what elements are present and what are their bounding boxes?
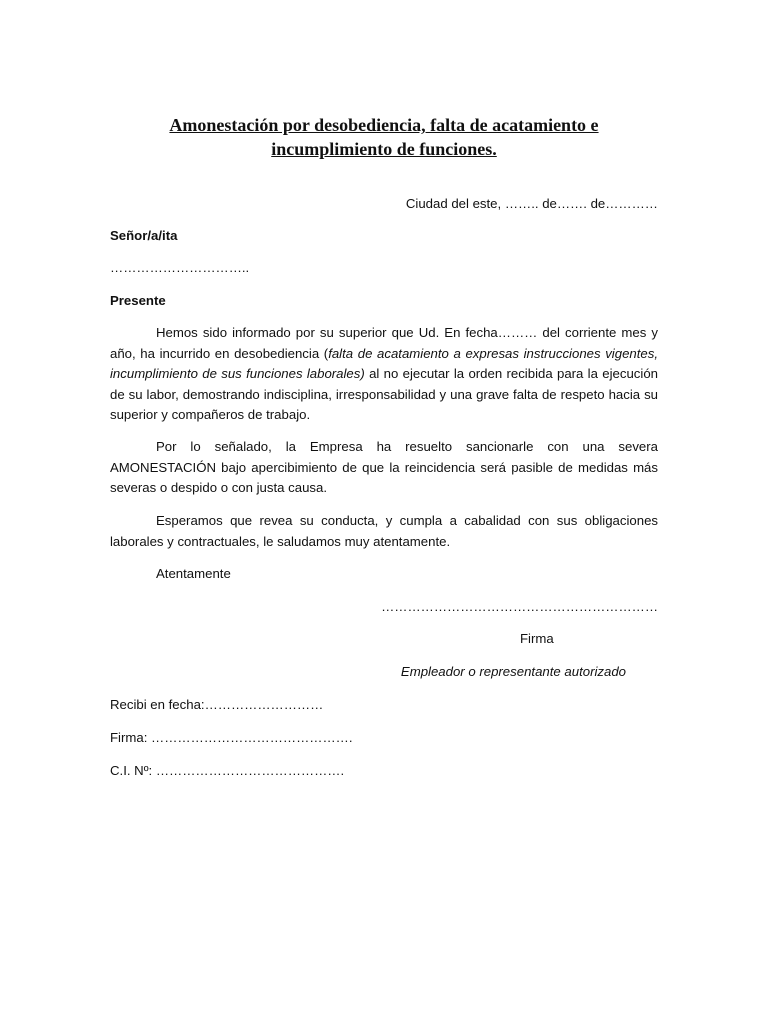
paragraph-3: Esperamos que revea su conducta, y cumpla a cabalidad con sus obligaciones laborales y contractuales, le saludamos muy atentamente. xyxy=(110,513,658,549)
paragraph-1-text-a: Hemos sido informado por su superior que Ud. En fecha……… del corriente mes y año, ha incurrido en desobediencia ( xyxy=(110,325,658,361)
signature-label: Firma xyxy=(520,631,554,646)
paragraph-1-text-b: al no ejecutar la orden recibida para la ejecución de su labor, demostrando indisciplina, irresponsabilidad y una grave falta de respeto hacia su superior y compañeros de trabajo. xyxy=(110,366,658,423)
paragraph-2: Por lo señalado, la Empresa ha resuelto sancionarle con una severa AMONESTACIÓN bajo apercibimiento de que la reincidencia será pasible de medidas más severas o despido o con justa causa. xyxy=(110,439,658,496)
receipt-signature: Firma: ………………………………………. xyxy=(110,730,353,745)
date-line: Ciudad del este, …….. de……. de………… xyxy=(405,196,658,211)
receipt-date: Recibi en fecha:……………………… xyxy=(110,697,324,712)
paragraph-1-italic: falta de acatamiento a expresas instrucciones vigentes, incumplimiento de sus funciones laborales) xyxy=(110,345,658,382)
paragraph-1 xyxy=(110,323,658,426)
closing: Atentamente xyxy=(156,566,231,581)
presente-label: Presente xyxy=(110,293,166,308)
receipt-id-number: C.I. Nº: ……………………………………. xyxy=(110,763,345,778)
signature-line: ……………………………………………………… xyxy=(381,599,658,614)
document-title: Amonestación por desobediencia, falta de acatamiento e incumplimiento de funciones. xyxy=(169,115,599,159)
recipient-blank: ………………………….. xyxy=(110,260,250,275)
salutation: Señor/a/ita xyxy=(110,228,178,243)
signature-role: Empleador o representante autorizado xyxy=(400,664,626,679)
